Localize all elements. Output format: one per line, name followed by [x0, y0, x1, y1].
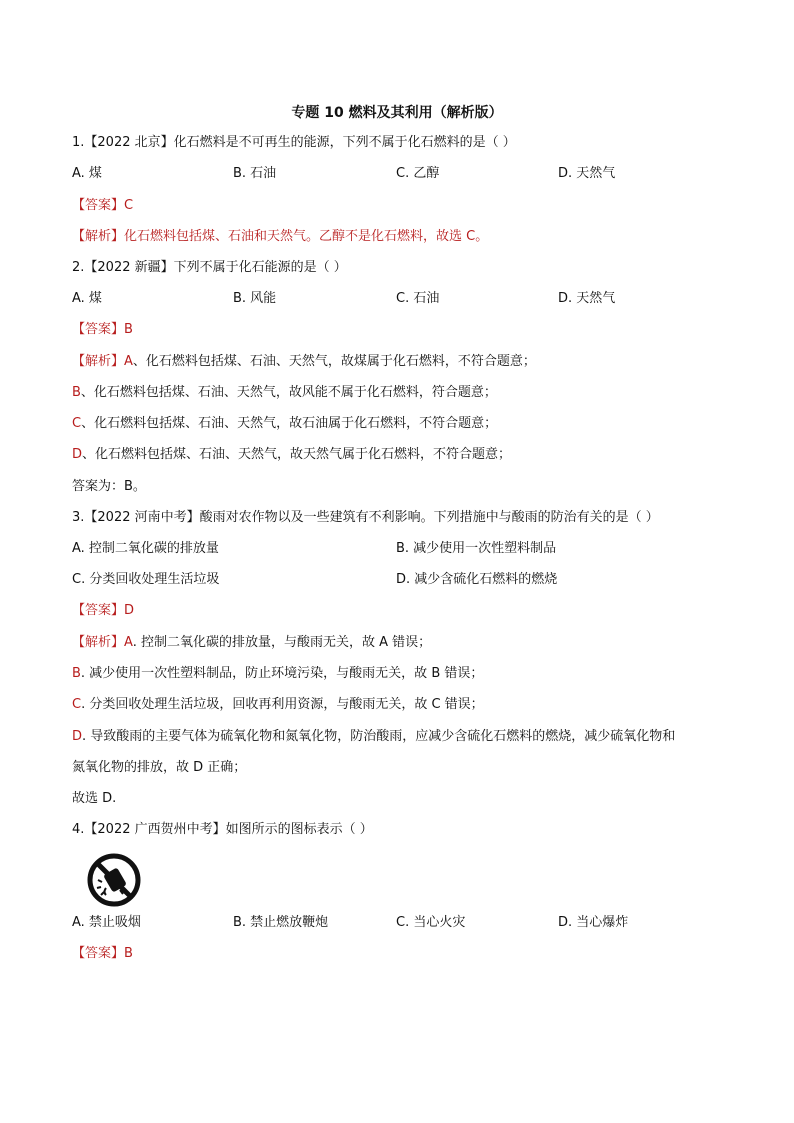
question-3-stem: 3.【2022 河南中考】酸雨对农作物以及一些建筑有不利影响。下列措施中与酸雨的防治有关的是（ ）: [72, 510, 659, 525]
q1-answer-value: C: [124, 198, 134, 213]
q2-analysis-a: [72, 353, 536, 371]
q3-c-text: . 分类回收处理生活垃圾，回收再利用资源，与酸雨无关，故 C 错误；: [81, 697, 484, 712]
q2-b-prefix: B: [72, 385, 81, 400]
question-1-stem: 1.【2022 北京】化石燃料是不可再生的能源，下列不属于化石燃料的是（ ）: [72, 135, 516, 150]
q3-analysis-c: [72, 696, 484, 714]
q3-a-prefix: A: [124, 635, 133, 650]
q3-option-d: D. 减少含硫化石燃料的燃烧: [396, 572, 558, 587]
q2-option-d: D. 天然气: [558, 291, 616, 306]
q1-analysis-text: 化石燃料包括煤、石油和天然气。乙醇不是化石燃料，故选 C。: [124, 229, 489, 244]
q4-option-a: A. 禁止吸烟: [72, 915, 141, 930]
q2-c-prefix: C: [72, 416, 82, 431]
q2-c-text: 、化石燃料包括煤、石油、天然气，故石油属于化石燃料，不符合题意；: [81, 416, 498, 431]
q4-option-b: B. 禁止燃放鞭炮: [233, 915, 329, 930]
q2-analysis-d: [72, 446, 511, 464]
q2-option-b: B. 风能: [233, 291, 277, 306]
q2-option-a: A. 煤: [72, 291, 102, 306]
q1-analysis: [72, 228, 488, 246]
q2-answer-value: B: [124, 322, 133, 337]
no-firecrackers-sign-icon: [86, 852, 142, 908]
q2-b-text: 、化石燃料包括煤、石油、天然气，故风能不属于化石燃料，符合题意；: [80, 385, 497, 400]
q3-answer: [72, 602, 134, 620]
q3-a-text: . 控制二氧化碳的排放量，与酸雨无关，故 A 错误；: [132, 635, 432, 650]
q3-analysis-d: [72, 728, 675, 746]
page-title: 专题 10 燃料及其利用（解析版）: [291, 105, 503, 121]
q2-d-prefix: D: [72, 447, 83, 462]
q3-option-c: C. 分类回收处理生活垃圾: [72, 572, 220, 587]
q1-option-a: A. 煤: [72, 166, 102, 181]
q3-analysis-b: [72, 665, 483, 683]
q2-a-text: 、化石燃料包括煤、石油、天然气，故煤属于化石燃料，不符合题意；: [132, 354, 536, 369]
q1-option-b: B. 石油: [233, 166, 277, 181]
q3-conclusion: 故选 D.: [72, 791, 117, 806]
q2-answer: [72, 321, 133, 339]
q1-option-d: D. 天然气: [558, 166, 616, 181]
q2-analysis-c: [72, 415, 497, 433]
q2-option-c: C. 石油: [396, 291, 440, 306]
question-4-stem: 4.【2022 广西贺州中考】如图所示的图标表示（ ）: [72, 822, 373, 837]
q4-answer-value: B: [124, 946, 133, 961]
analysis-label: 【解析】: [72, 354, 125, 369]
q3-d-text: . 导致酸雨的主要气体为硫氧化物和氮氧化物，防治酸雨，应减少含硫化石燃料的燃烧，减少硫氧化物和: [82, 729, 676, 744]
q2-conclusion: 答案为：B。: [72, 479, 146, 494]
q4-answer: [72, 945, 133, 963]
answer-label: 【答案】: [72, 322, 125, 337]
answer-label: 【答案】: [72, 603, 125, 618]
analysis-label: 【解析】: [72, 635, 125, 650]
answer-label: 【答案】: [72, 946, 125, 961]
question-2-stem: 2.【2022 新疆】下列不属于化石能源的是（ ）: [72, 260, 347, 275]
q1-option-c: C. 乙醇: [396, 166, 440, 181]
q2-d-text: 、化石燃料包括煤、石油、天然气，故天然气属于化石燃料，不符合题意；: [82, 447, 512, 462]
answer-label: 【答案】: [72, 198, 125, 213]
q3-b-text: . 减少使用一次性塑料制品，防止环境污染，与酸雨无关，故 B 错误；: [80, 666, 484, 681]
q1-answer: [72, 197, 133, 215]
q3-analysis-a: [72, 634, 431, 652]
q4-option-d: D. 当心爆炸: [558, 915, 629, 930]
q3-answer-value: D: [124, 603, 135, 618]
q4-option-c: C. 当心火灾: [396, 915, 466, 930]
q2-a-prefix: A: [124, 354, 133, 369]
q3-option-a: A. 控制二氧化碳的排放量: [72, 541, 219, 556]
analysis-label: 【解析】: [72, 229, 125, 244]
q2-analysis-b: [72, 384, 497, 402]
q3-d-prefix: D: [72, 729, 83, 744]
q3-option-b: B. 减少使用一次性塑料制品: [396, 541, 557, 556]
q3-analysis-d-cont: 氮氧化物的排放，故 D 正确；: [72, 760, 247, 775]
q3-b-prefix: B: [72, 666, 81, 681]
q3-c-prefix: C: [72, 697, 82, 712]
